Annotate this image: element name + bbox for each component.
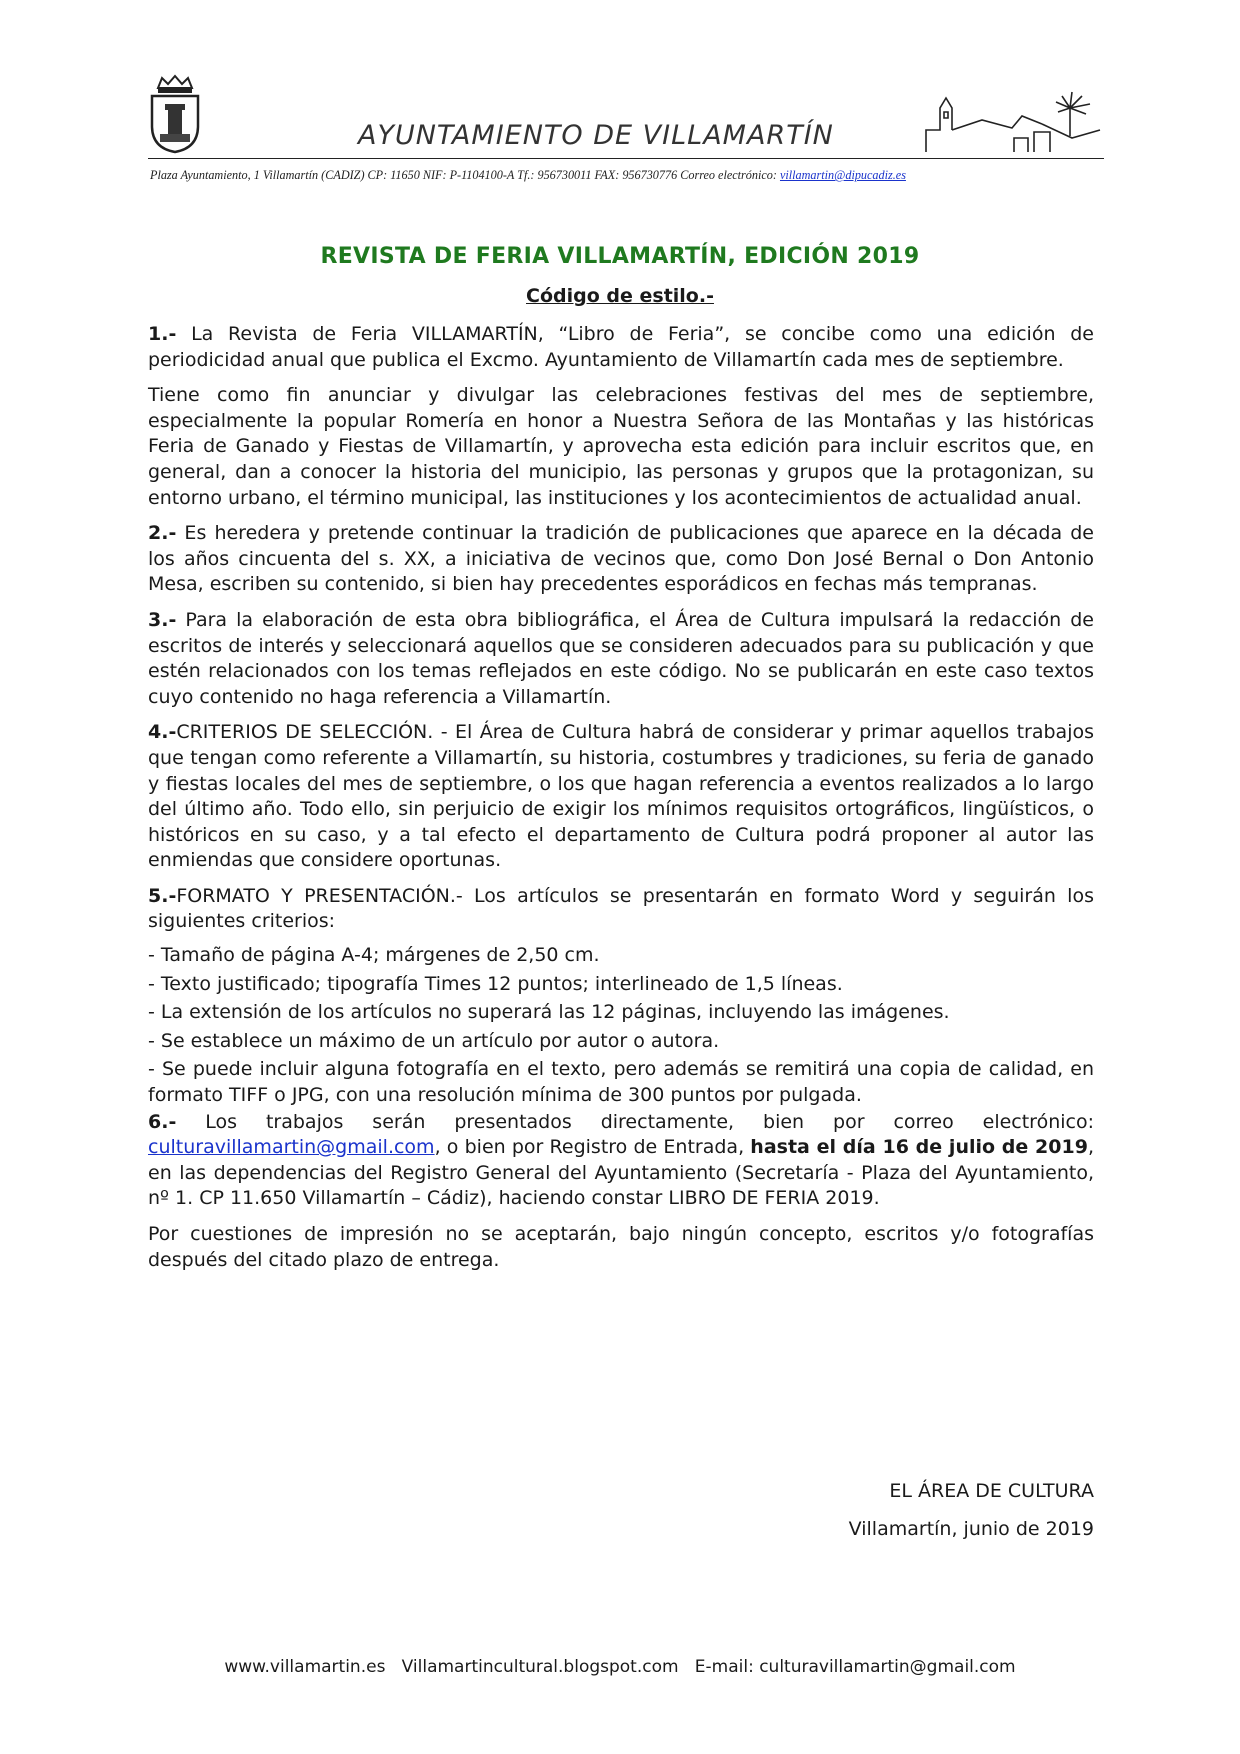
list-item: - Se establece un máximo de un artículo por autor o autora.	[148, 1029, 720, 1052]
section-text: , o bien por Registro de Entrada,	[434, 1136, 751, 1159]
letterhead	[148, 68, 1104, 158]
section-number: 4.-	[148, 721, 177, 744]
header-rule	[148, 158, 1104, 159]
section-text: Es heredera y pretende continuar la tradición de publicaciones que aparece en la década de los años cincuenta del s. XX, a iniciativa de vecinos que, como Don José Bernal o Don Antonio Mesa, escriben su contenido, si bien hay precedentes esporádicos en fechas más tempranas.	[148, 522, 1094, 596]
organization-name: AYUNTAMIENTO DE VILLAMARTÍN	[358, 120, 834, 151]
list-item: - Se puede incluir alguna fotografía en el texto, pero además se remitirá una copia de calidad, en formato TIFF o JPG, con una resolución mínima de 300 puntos por pulgada.	[148, 1058, 1094, 1107]
address-text: Plaza Ayuntamiento, 1 Villamartín (CADIZ) CP: 11650 NIF: P-1104100-A Tf.: 956730011 FAX: 956730776 Correo electrónico:	[150, 168, 780, 182]
section-text: Para la elaboración de esta obra bibliográfica, el Área de Cultura impulsará la redacción de escritos de interés y seleccionará aquellos que se consideren adecuados para su publicación y que estén relacionados con los temas reflejados en este código. No se publicarán en este caso textos cuyo contenido no haga referencia a Villamartín.	[148, 608, 1094, 708]
document-body	[148, 322, 1094, 1283]
section-4	[148, 720, 1094, 874]
section-text: FORMATO Y PRESENTACIÓN.- Los artículos se presentarán en formato Word y seguirán los siguientes criterios:	[148, 884, 1094, 933]
section-1	[148, 322, 1094, 373]
section-6	[148, 1110, 1094, 1212]
section-5	[148, 884, 1094, 935]
address-email-link[interactable]: villamartin@dipucadiz.es	[779, 168, 906, 182]
list-item: - Texto justificado; tipografía Times 12 puntos; interlineado de 1,5 líneas.	[148, 972, 843, 995]
section-2	[148, 521, 1094, 598]
coat-of-arms-logo	[148, 74, 202, 154]
section-number: 1.-	[148, 323, 177, 345]
document-subtitle: Código de estilo.-	[526, 285, 714, 307]
section-text: , en las dependencias del Registro General del Ayuntamiento (Secretaría - Plaza del Ayuntamiento, nº 1. CP 11.650 Villamartín – Cádiz), haciendo constar LIBRO DE FERIA 2019.	[148, 1136, 1094, 1210]
culture-email-link[interactable]: culturavillamartin@gmail.com	[148, 1136, 435, 1159]
list-item: - La extensión de los artículos no superará las 12 páginas, incluyendo las imágenes.	[148, 1001, 950, 1024]
page-footer: www.villamartin.es Villamartincultural.blogspot.com E-mail: culturavillamartin@gmail.com	[224, 1657, 1016, 1677]
document-title: REVISTA DE FERIA VILLAMARTÍN, EDICIÓN 2019	[320, 244, 920, 269]
town-skyline-drawing	[922, 68, 1104, 152]
section-number: 5.-	[148, 884, 177, 907]
closing-paragraph: Por cuestiones de impresión no se aceptarán, bajo ningún concepto, escritos y/o fotografías después del citado plazo de entrega.	[148, 1223, 1094, 1271]
section-number: 6.-	[148, 1110, 177, 1133]
format-criteria-list	[148, 943, 1094, 1109]
signature-date: Villamartín, junio de 2019	[848, 1518, 1094, 1540]
signature-department: EL ÁREA DE CULTURA	[889, 1480, 1094, 1502]
section-number: 2.-	[148, 522, 177, 545]
section-number: 3.-	[148, 608, 177, 631]
section-text: La Revista de Feria VILLAMARTÍN, “Libro de Feria”, se concibe como una edición de periodicidad anual que publica el Excmo. Ayuntamiento de Villamartín cada mes de septiembre.	[148, 323, 1094, 371]
deadline-text: hasta el día 16 de julio de 2019	[750, 1136, 1088, 1159]
section-text: CRITERIOS DE SELECCIÓN. - El Área de Cultura habrá de considerar y primar aquellos trabajos que tengan como referente a Villamartín, su historia, costumbres y tradiciones, su feria de ganado y fiestas locales del mes de septiembre, o los que hagan referencia a eventos realizados a lo largo del último año. Todo ello, sin perjuicio de exigir los mínimos requisitos ortográficos, lingüísticos, o históricos en su caso, y a tal efecto el departamento de Cultura podrá proponer al autor las enmiendas que considere oportunas.	[148, 721, 1094, 872]
list-item: - Tamaño de página A-4; márgenes de 2,50 cm.	[148, 944, 600, 967]
signature-block	[849, 1472, 1094, 1548]
section-3	[148, 608, 1094, 710]
address-line	[150, 168, 1110, 183]
section-text: Los trabajos serán presentados directamente, bien por correo electrónico:	[176, 1110, 1094, 1133]
section-1-paragraph-2: Tiene como fin anunciar y divulgar las celebraciones festivas del mes de septiembre, especialmente la popular Romería en honor a Nuestra Señora de las Montañas y las históricas Feria de Ganado y Fiestas de Villamartín, y aprovecha esta edición para incluir escritos que, en general, dan a conocer la historia del municipio, las personas y grupos que la protagonizan, su entorno urbano, el término municipal, las instituciones y los acontecimientos de actualidad anual.	[148, 384, 1094, 509]
